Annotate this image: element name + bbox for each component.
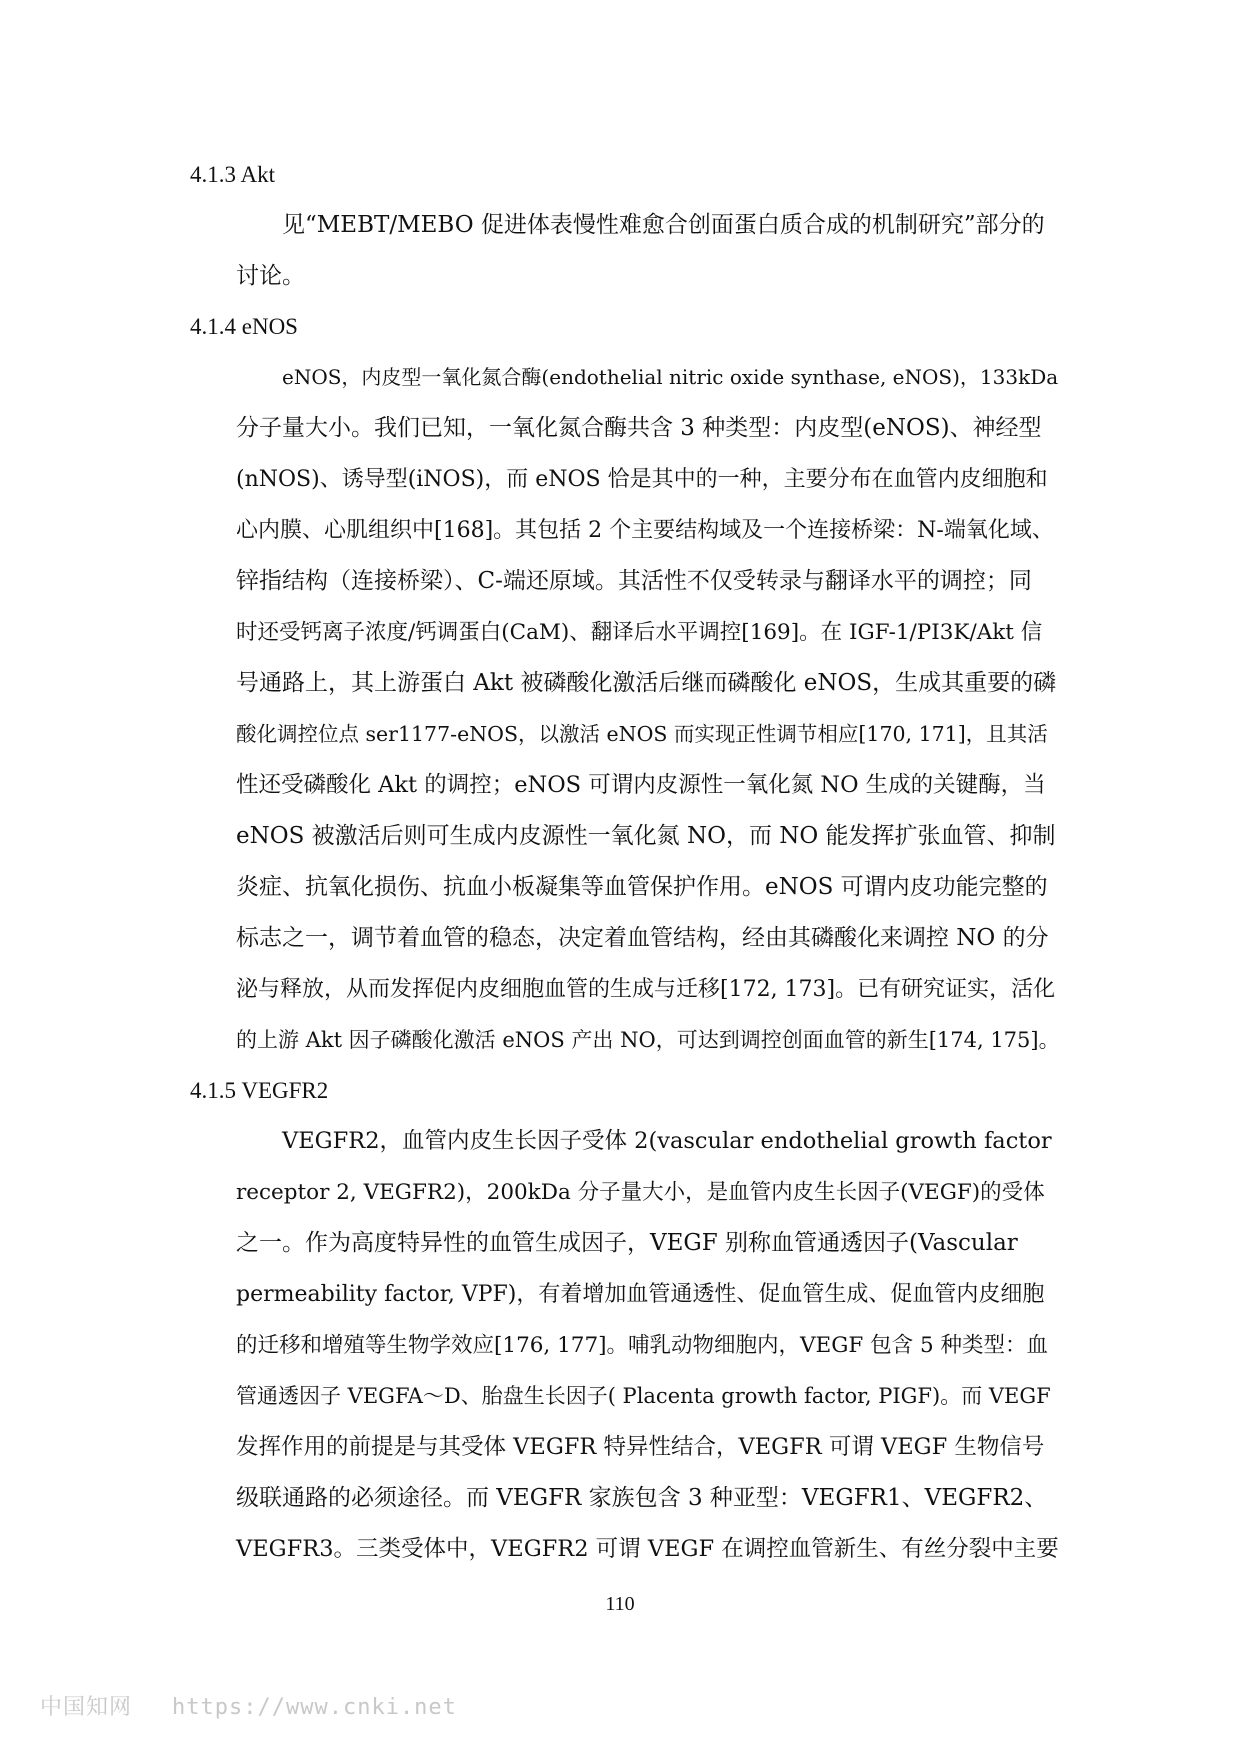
document-body (190, 150, 1060, 1575)
text-line: receptor 2, VEGFR2)，200kDa 分子量大小，是血管内皮生长因子(VEGF)的受体 (236, 1180, 1045, 1205)
text-line: 的上游 Akt 因子磷酸化激活 eNOS 产出 NO，可达到调控创面血管的新生[174, 175]。 (236, 1028, 1060, 1052)
section-heading-akt: 4.1.3 Akt (190, 162, 275, 187)
paragraph-enos (190, 352, 1060, 1066)
section-heading-enos: 4.1.4 eNOS (190, 314, 298, 339)
text-line: 锌指结构（连接桥梁）、C-端还原域。其活性不仅受转录与翻译水平的调控；同 (236, 568, 1032, 594)
paragraph-akt (190, 200, 1060, 302)
text-line: 管通透因子 VEGFA～D、胎盘生长因子( Placenta growth factor, PIGF)。而 VEGF (236, 1384, 1051, 1408)
text-line: 标志之一，调节着血管的稳态，决定着血管结构，经由其磷酸化来调控 NO 的分 (236, 925, 1049, 951)
text-line: eNOS，内皮型一氧化氮合酶(endothelial nitric oxide synthase, eNOS)，133kDa (282, 365, 1059, 389)
section-heading-vegfr2: 4.1.5 VEGFR2 (190, 1078, 329, 1103)
text-line: eNOS 被激活后则可生成内皮源性一氧化氮 NO，而 NO 能发挥扩张血管、抑制 (236, 823, 1056, 849)
text-line: 炎症、抗氧化损伤、抗血小板凝集等血管保护作用。eNOS 可谓内皮功能完整的 (236, 874, 1048, 900)
watermark-site-name: 中国知网 (40, 1695, 133, 1720)
text-line: 讨论。 (236, 263, 305, 289)
text-line: 时还受钙离子浓度/钙调蛋白(CaM)、翻译后水平调控[169]。在 IGF-1/PI3K/Akt 信 (236, 620, 1043, 645)
text-line: 酸化调控位点 ser1177-eNOS，以激活 eNOS 而实现正性调节相应[170, 171]，且其活 (236, 722, 1048, 746)
text-line: 之一。作为高度特异性的血管生成因子，VEGF 别称血管通透因子(Vascular (236, 1230, 1018, 1256)
text-line: VEGFR3。三类受体中，VEGFR2 可谓 VEGF 在调控血管新生、有丝分裂中主要 (236, 1536, 1059, 1562)
text-line: 泌与释放，从而发挥促内皮细胞血管的生成与迁移[172, 173]。已有研究证实，活化 (236, 977, 1056, 1002)
paragraph-vegfr2 (190, 1116, 1060, 1575)
page-number: 110 (605, 1593, 635, 1615)
watermark-url: https://www.cnki.net (172, 1695, 457, 1720)
text-line: 级联通路的必须途径。而 VEGFR 家族包含 3 种亚型：VEGFR1、VEGFR2、 (236, 1485, 1048, 1511)
watermark (40, 1690, 457, 1721)
text-line: VEGFR2，血管内皮生长因子受体 2(vascular endothelial growth factor (282, 1128, 1052, 1154)
text-line: 发挥作用的前提是与其受体 VEGFR 特异性结合，VEGFR 可谓 VEGF 生物信号 (236, 1434, 1045, 1460)
text-line: permeability factor, VPF)，有着增加血管通透性、促血管生成、促血管内皮细胞 (236, 1282, 1045, 1307)
text-line: 号通路上，其上游蛋白 Akt 被磷酸化激活后继而磷酸化 eNOS，生成其重要的磷 (236, 670, 1057, 696)
text-line: 心内膜、心肌组织中[168]。其包括 2 个主要结构域及一个连接桥梁：N-端氧化域、 (236, 518, 1054, 543)
text-line: (nNOS)、诱导型(iNOS)，而 eNOS 恰是其中的一种，主要分布在血管内皮细胞和 (236, 467, 1048, 492)
text-line: 性还受磷酸化 Akt 的调控；eNOS 可谓内皮源性一氧化氮 NO 生成的关键酶，当 (236, 772, 1046, 798)
text-line: 的迁移和增殖等生物学效应[176, 177]。哺乳动物细胞内，VEGF 包含 5 种类型：血 (236, 1333, 1049, 1358)
text-line: 见“MEBT/MEBO 促进体表慢性难愈合创面蛋白质合成的机制研究”部分的 (282, 212, 1045, 238)
text-line: 分子量大小。我们已知，一氧化氮合酶共含 3 种类型：内皮型(eNOS)、神经型 (236, 415, 1042, 441)
